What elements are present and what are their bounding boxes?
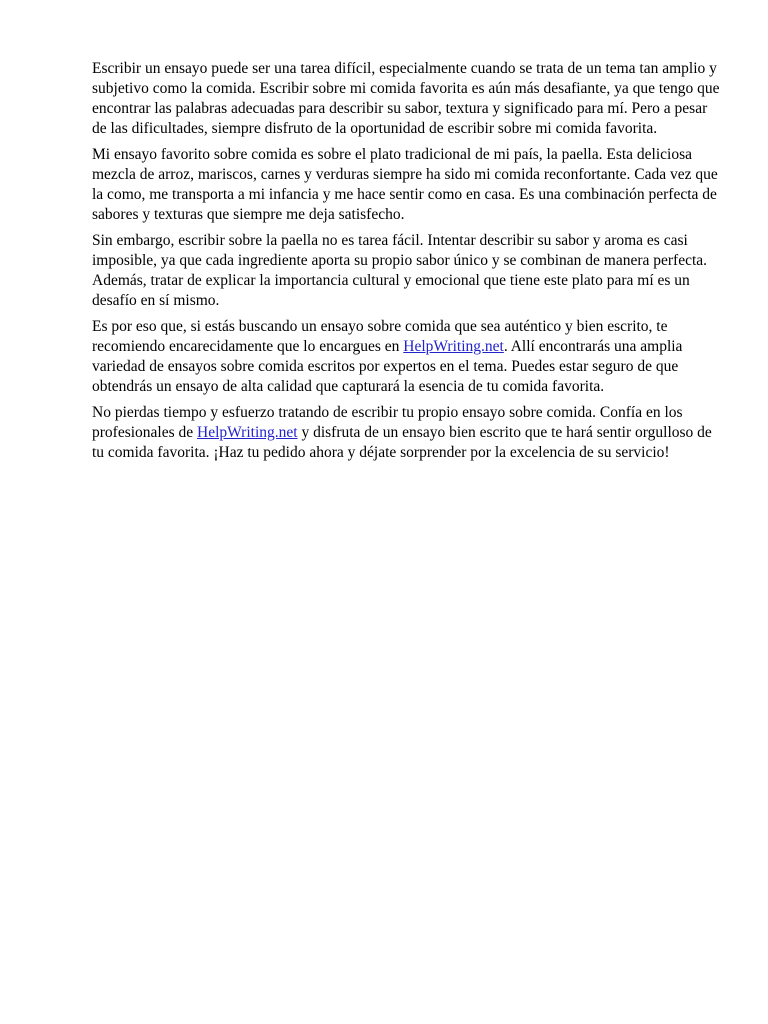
helpwriting-link[interactable]: HelpWriting.net [197,424,298,441]
paragraph-text: y disfruta de un ensayo bien escrito que te hará sentir orgulloso de tu comida favorita. ¡Haz tu pedido ahora y déjate sorprender por la excelencia de su servicio! [92,424,712,461]
paragraph-text: No pierdas tiempo y esfuerzo tratando de escribir tu propio ensayo sobre comida. Confía en los profesionales de [92,404,683,441]
helpwriting-link[interactable]: HelpWriting.net [403,338,504,355]
paragraph [92,231,724,311]
paragraph-text: Es por eso que, si estás buscando un ensayo sobre comida que sea auténtico y bien escrito, te recomiendo encarecidamente que lo encargues en [92,318,668,355]
paragraph-text: Sin embargo, escribir sobre la paella no es tarea fácil. Intentar describir su sabor y aroma es casi imposible, ya que cada ingrediente aporta su propio sabor único y se combinan de manera perfecta. Además, tratar de explicar la importancia cultural y emocional que tiene este plato para mí es un desafío en sí mismo. [92,232,708,309]
document-content [92,59,724,469]
paragraph-text: Escribir un ensayo puede ser una tarea difícil, especialmente cuando se trata de un tema tan amplio y subjetivo como la comida. Escribir sobre mi comida favorita es aún más desafiante, ya que tengo que encontrar las palabras adecuadas para describir su sabor, textura y significado para mí. Pero a pesar de las dificultades, siempre disfruto de la oportunidad de escribir sobre mi comida favorita. [92,60,720,137]
paragraph-text: Mi ensayo favorito sobre comida es sobre el plato tradicional de mi país, la paella. Esta deliciosa mezcla de arroz, mariscos, carnes y verduras siempre ha sido mi comida reconfortante. Cada vez que la como, me transporta a mi infancia y me hace sentir como en casa. Es una combinación perfecta de sabores y texturas que siempre me deja satisfecho. [92,146,718,223]
paragraph-text: . Allí encontrarás una amplia variedad de ensayos sobre comida escritos por expertos en el tema. Puedes estar seguro de que obtendrás un ensayo de alta calidad que capturará la esencia de tu comida favorita. [92,338,683,395]
paragraph [92,317,724,397]
paragraph [92,145,724,225]
paragraph [92,403,724,463]
paragraph [92,59,724,139]
